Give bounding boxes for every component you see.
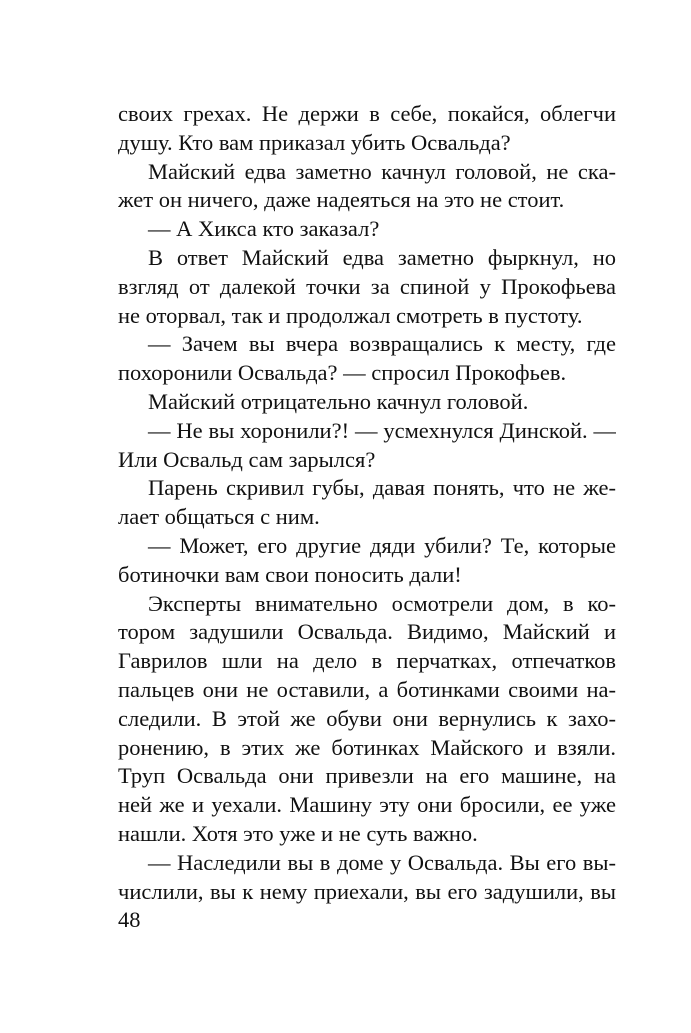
body-text (118, 100, 616, 906)
text-line: жет он ничего, даже надеяться на это не стоит. (118, 187, 565, 213)
text-line: ботиночки вам свои поносить дали! (118, 561, 462, 587)
text-line: пальцев они не оставили, а ботинками своими на- (118, 676, 616, 702)
text-line: Труп Освальда они привезли на его машине, на (118, 763, 616, 789)
text-line: — Может, его другие дяди убили? Те, которые (148, 532, 616, 558)
text-line: не оторвал, так и продолжал смотреть в пустоту. (118, 302, 583, 328)
text-line: следили. В этой же обуви они вернулись к захо- (118, 705, 616, 731)
text-line: — Не вы хоронили?! — усмехнулся Динской. — (148, 417, 616, 443)
text-line: Гаврилов шли на дело в перчатках, отпечатков (118, 648, 616, 674)
text-line: — Наследили вы в доме у Освальда. Вы его вы- (148, 849, 616, 875)
text-line: Майский едва заметно качнул головой, не ска- (148, 158, 616, 184)
text-line: похоронили Освальда? — спросил Прокофьев. (118, 360, 567, 386)
text-line: Майский отрицательно качнул головой. (148, 388, 529, 414)
text-line: ней же и уехали. Машину эту они бросили, ее уже (118, 792, 616, 818)
text-line: Или Освальд сам зарылся? (118, 446, 376, 472)
text-line: Эксперты внимательно осмотрели дом, в ко- (148, 590, 616, 616)
text-line: — Зачем вы вчера возвращались к месту, где (148, 331, 616, 357)
text-line: тором задушили Освальда. Видимо, Майский и (118, 619, 616, 645)
page-number: 48 (118, 907, 141, 932)
text-line: — А Хикса кто заказал? (148, 216, 380, 242)
text-line: лает общаться с ним. (118, 504, 320, 530)
text-line: ронению, в этих же ботинках Майского и взяли. (118, 734, 616, 760)
text-line: душу. Кто вам приказал убить Освальда? (118, 129, 511, 155)
text-line: нашли. Хотя это уже и не суть важно. (118, 820, 478, 846)
text-line: взгляд от далекой точки за спиной у Прокофьева (118, 273, 616, 299)
text-line: В ответ Майский едва заметно фыркнул, но (148, 244, 616, 270)
text-line: числили, вы к нему приехали, вы его задушили, вы (118, 878, 616, 904)
text-line: Парень скривил губы, давая понять, что не же- (148, 475, 616, 501)
text-line: своих грехах. Не держи в себе, покайся, облегчи (118, 101, 616, 126)
